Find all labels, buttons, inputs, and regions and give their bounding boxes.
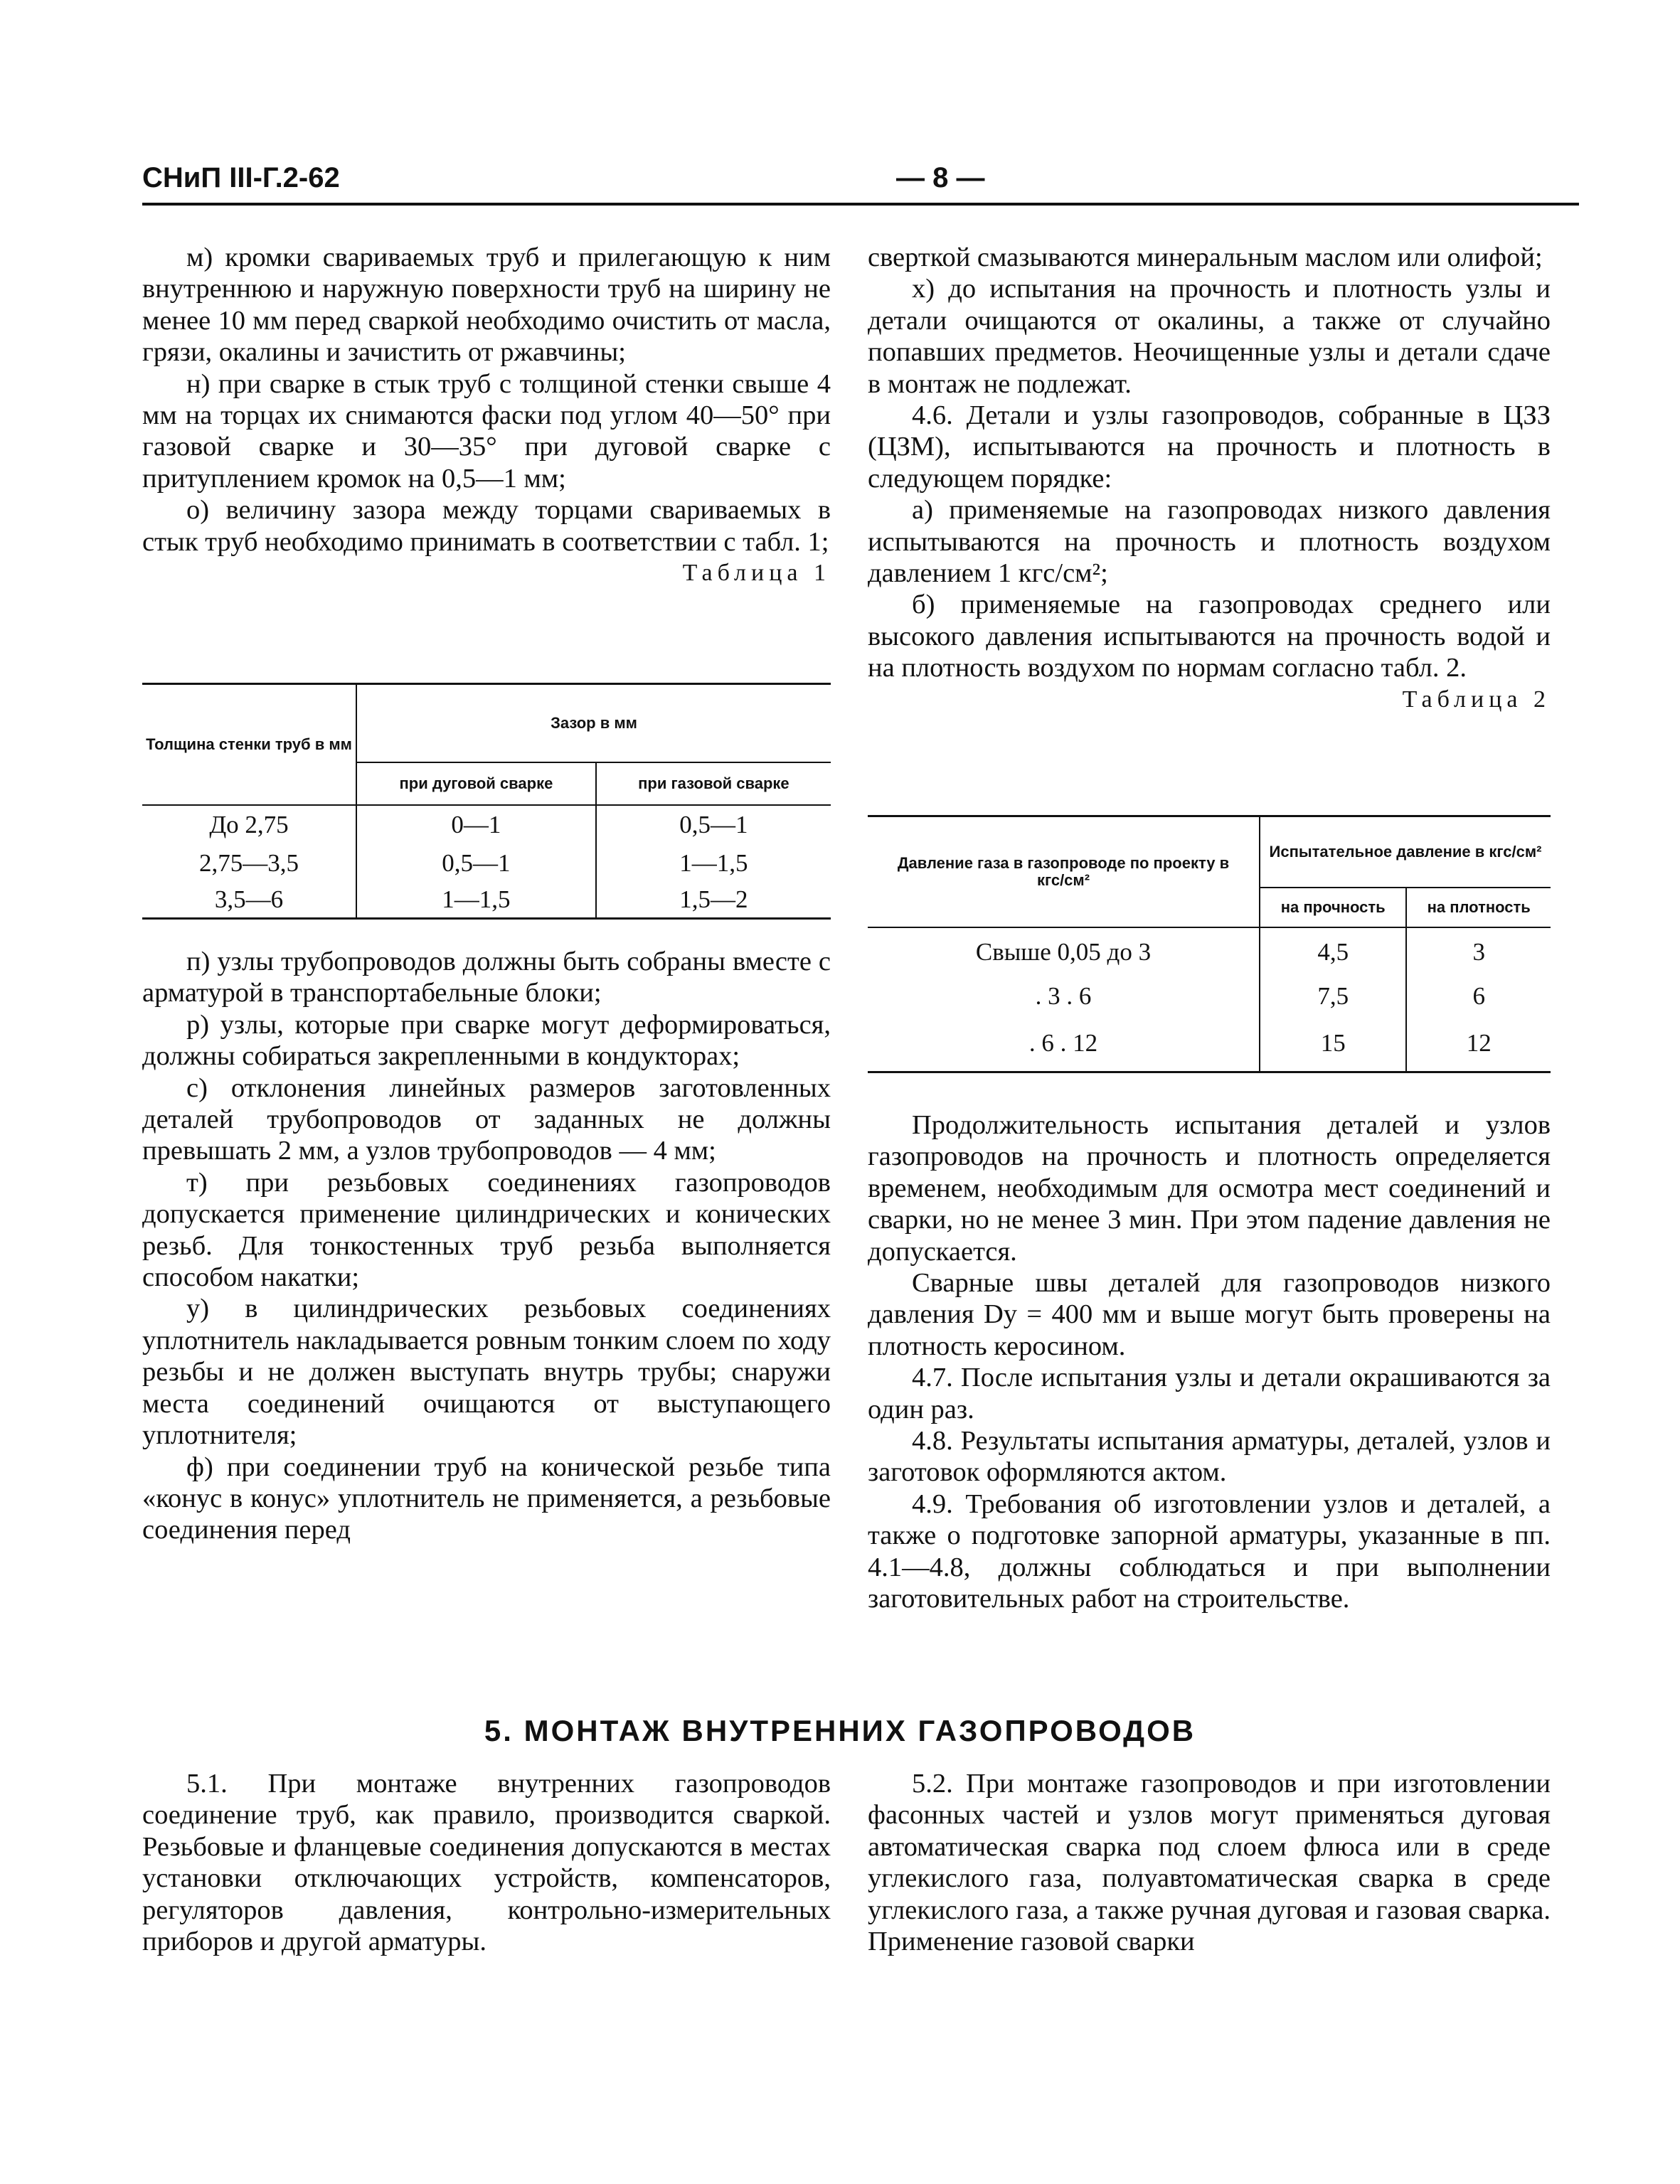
paragraph: 5.1. При монтаже внутренних газопроводов соединение труб, как правило, производится сваркой. Резьбовые и фланцевые соединения допускаются в местах установки отключающих устройств, компенсаторов, регуляторов давления, контрольно-измерительных приборов и другой арматуры. (142, 1769, 831, 1957)
paragraph: н) при сварке в стык труб с толщиной стенки свыше 4 мм на торцах их снимаются фаски под углом 40—50° при газовой сварке и 30—35° при дуговой сварке с притуплением кромок на 0,5—1 мм; (142, 368, 831, 494)
table2-cell: 6 (1472, 981, 1485, 1010)
table2-cell: . 6 . 12 (868, 1016, 1260, 1072)
bottom-left-column (142, 1768, 831, 1957)
table1-header-gas: при газовой сварке (638, 774, 790, 792)
left-column-bottom (142, 946, 831, 1546)
table2-header-test: Испытательное давление в кгс/см² (1260, 816, 1551, 888)
right-column-top (868, 242, 1551, 715)
right-column-bottom (868, 1109, 1551, 1615)
left-column-top (142, 242, 831, 589)
paragraph: ф) при соединении труб на конической резьбе типа «конус в конус» уплотнитель не применяется, а резьбовые соединения перед (142, 1451, 831, 1545)
table1-caption: Таблица 1 (682, 560, 831, 587)
paragraph: о) величину зазора между торцами свариваемых в стык труб необходимо принимать в соответствии с табл. 1; (142, 495, 831, 557)
table1-cell: До 2,75 (142, 805, 356, 845)
table2-cell: 3 (1472, 938, 1485, 966)
paragraph: 4.7. После испытания узлы и детали окрашиваются за один раз. (868, 1363, 1551, 1424)
paragraph: 5.2. При монтаже газопроводов и при изготовлении фасонных частей и узлов могут применяться дуговая автоматическая сварка под слоем флюса или в среде углекислого газа, полуавтоматическая сварка в среде углекислого газа, а также ручная дуговая и газовая сварка. Применение газовой сварки (868, 1769, 1551, 1957)
paragraph: п) узлы трубопроводов должны быть собраны вместе с арматурой в транспортабельные блоки; (142, 947, 831, 1008)
header-rule (142, 203, 1579, 206)
table-2 (868, 815, 1551, 1073)
table2-cell: 12 (1466, 1028, 1492, 1057)
bottom-right-column (868, 1768, 1551, 1957)
table1-header-gap: Зазор в мм (356, 684, 831, 762)
table2-header-strength: на прочность (1260, 888, 1406, 927)
table2-header-pressure: Давление газа в газопроводе по проекту в кгс/см² (868, 816, 1260, 927)
paragraph: сверткой смазываются минеральным маслом или олифой; (868, 243, 1543, 272)
table1-cell: 1—1,5 (356, 882, 596, 919)
table2-cell: Свыше 0,05 до 3 (868, 927, 1260, 977)
page-header (142, 162, 1579, 205)
paragraph: б) применяемые на газопроводах среднего или высокого давления испытываются на прочность водой и на плотность воздухом по нормам согласно табл. 2. (868, 590, 1551, 683)
paragraph: у) в цилиндрических резьбовых соединениях уплотнитель накладывается ровным тонким слоем по ходу резьбы и не должен выступать внутрь трубы; снаружи места соединений очищаются от выступающего уплотнителя; (142, 1294, 831, 1451)
table1-cell: 3,5—6 (142, 882, 356, 919)
paragraph: м) кромки свариваемых труб и прилегающую к ним внутреннюю и наружную поверхности труб на ширину не менее 10 мм перед сваркой необходимо очистить от масла, грязи, окалины и зачистить от ржавчины; (142, 243, 831, 368)
table2-cell: 4,5 (1260, 927, 1406, 977)
paragraph: а) применяемые на газопроводах низкого давления испытываются на прочность и плотность воздухом давлением 1 кгс/см²; (868, 495, 1551, 589)
table2-cell: . 3 . 6 (868, 977, 1260, 1016)
section-heading: 5. МОНТАЖ ВНУТРЕННИХ ГАЗОПРОВОДОВ (484, 1714, 1196, 1747)
table1-header-arc: при дуговой сварке (356, 762, 596, 805)
page-number: — 8 — (896, 162, 985, 193)
paragraph: х) до испытания на прочность и плотность узлы и детали очищаются от окалины, а также от случайно попавших предметов. Неочищенные узлы и детали сдаче в монтаж не подлежат. (868, 274, 1551, 399)
paragraph: 4.9. Требования об изготовлении узлов и деталей, а также о подготовке запорной арматуры, указанные в пп. 4.1—4.8, должны соблюдаться и при выполнении заготовительных работ на строительстве. (868, 1488, 1551, 1614)
table1-header-thickness: Толщина стенки труб в мм (142, 684, 356, 805)
table1-cell: 0,5—1 (679, 811, 748, 838)
document-code: СНиП III-Г.2-62 (142, 162, 340, 193)
table1-cell: 0—1 (356, 805, 596, 845)
table2-header-density: на плотность (1427, 897, 1531, 916)
table1-cell: 1—1,5 (679, 848, 748, 877)
table2-cell: 15 (1260, 1016, 1406, 1072)
paragraph: 4.8. Результаты испытания арматуры, деталей, узлов и заготовок оформляются актом. (868, 1426, 1551, 1488)
paragraph: с) отклонения линейных размеров заготовленных деталей трубопроводов от заданных не должны превышать 2 мм, а узлов трубопроводов — 4 мм; (142, 1072, 831, 1166)
paragraph: т) при резьбовых соединениях газопроводов допускается применение цилиндрических и конических резьб. Для тонкостенных труб резьба выполняется способом накатки; (142, 1167, 831, 1293)
paragraph: 4.6. Детали и узлы газопроводов, собранные в ЦЗЗ (ЦЗМ), испытываются на прочность и плотность в следующем порядке: (868, 400, 1551, 494)
table2-cell: 7,5 (1260, 977, 1406, 1016)
table1-cell: 1,5—2 (679, 885, 748, 913)
paragraph: Сварные швы деталей для газопроводов низкого давления Dy = 400 мм и выше могут быть проверены на плотность керосином. (868, 1268, 1551, 1361)
paragraph: Продолжительность испытания деталей и узлов газопроводов на прочность и плотность определяется временем, необходимым для осмотра мест соединений и сварки, но не менее 3 мин. При этом падение давления не допускается. (868, 1110, 1551, 1267)
table1-cell: 2,75—3,5 (142, 845, 356, 882)
paragraph: р) узлы, которые при сварке могут деформироваться, должны собираться закрепленными в кондукторах; (142, 1009, 831, 1072)
table1-cell: 0,5—1 (356, 845, 596, 882)
table2-caption: Таблица 2 (1402, 686, 1551, 713)
table-1 (142, 683, 831, 920)
